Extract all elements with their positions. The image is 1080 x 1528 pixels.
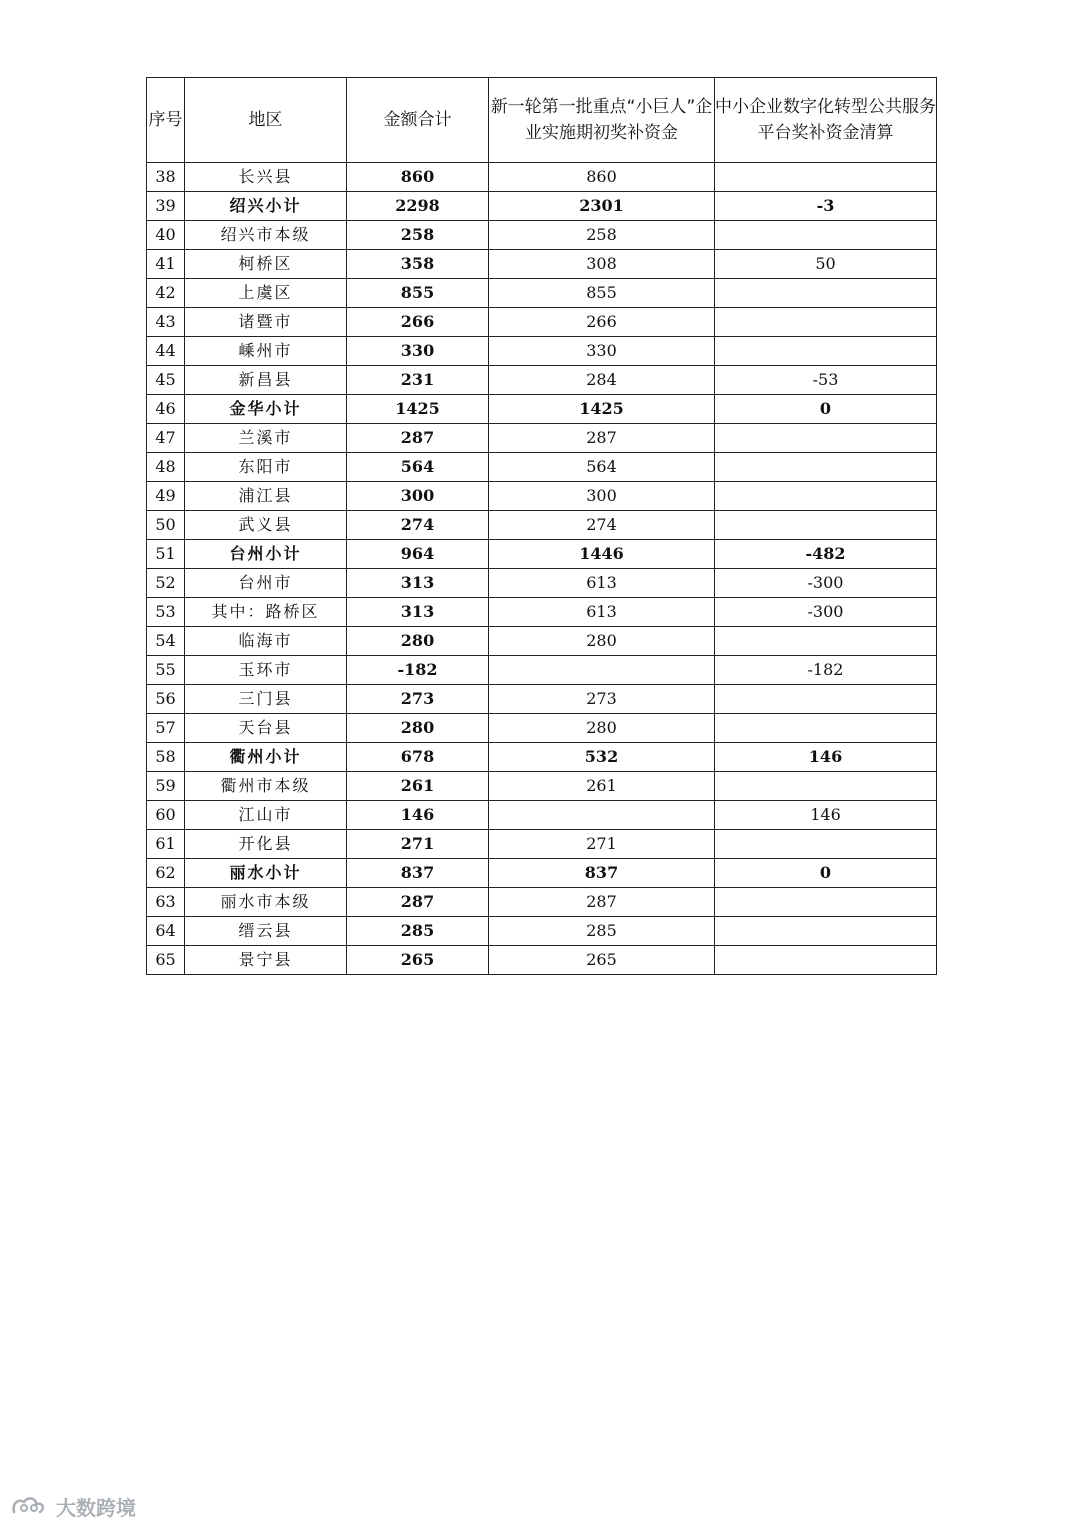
dashu-logo-icon bbox=[10, 1494, 50, 1518]
cell-little-giant-fund: 287 bbox=[489, 888, 715, 917]
cell-little-giant-fund: 280 bbox=[489, 627, 715, 656]
cell-no: 47 bbox=[147, 424, 185, 453]
table-row bbox=[147, 598, 937, 627]
subtotal-row bbox=[147, 859, 937, 888]
table-row bbox=[147, 917, 937, 946]
cell-total: 287 bbox=[347, 888, 489, 917]
subtotal-row bbox=[147, 395, 937, 424]
cell-total: 330 bbox=[347, 337, 489, 366]
cell-region: 武义县 bbox=[185, 511, 347, 540]
cell-digital-platform-fund bbox=[715, 772, 937, 801]
header-little-giant-fund: 新一轮第一批重点“小巨人”企业实施期初奖补资金 bbox=[489, 78, 715, 163]
cell-digital-platform-fund: -300 bbox=[715, 598, 937, 627]
cell-no: 46 bbox=[147, 395, 185, 424]
table-row bbox=[147, 424, 937, 453]
cell-total: 231 bbox=[347, 366, 489, 395]
cell-digital-platform-fund bbox=[715, 888, 937, 917]
header-row bbox=[147, 78, 937, 163]
cell-digital-platform-fund bbox=[715, 511, 937, 540]
cell-total: 287 bbox=[347, 424, 489, 453]
cell-region: 丽水市本级 bbox=[185, 888, 347, 917]
table-row bbox=[147, 627, 937, 656]
cell-little-giant-fund: 271 bbox=[489, 830, 715, 859]
watermark-text: 大数跨境 bbox=[56, 1495, 136, 1520]
table-row bbox=[147, 482, 937, 511]
cell-little-giant-fund: 330 bbox=[489, 337, 715, 366]
cell-region: 临海市 bbox=[185, 627, 347, 656]
cell-little-giant-fund: 258 bbox=[489, 221, 715, 250]
cell-little-giant-fund: 266 bbox=[489, 308, 715, 337]
cell-digital-platform-fund bbox=[715, 453, 937, 482]
table-row bbox=[147, 250, 937, 279]
cell-no: 50 bbox=[147, 511, 185, 540]
table-row bbox=[147, 830, 937, 859]
cell-total: 313 bbox=[347, 598, 489, 627]
cell-no: 61 bbox=[147, 830, 185, 859]
cell-region: 三门县 bbox=[185, 685, 347, 714]
cell-digital-platform-fund bbox=[715, 627, 937, 656]
table-row bbox=[147, 337, 937, 366]
cell-no: 62 bbox=[147, 859, 185, 888]
cell-no: 59 bbox=[147, 772, 185, 801]
cell-region: 衢州市本级 bbox=[185, 772, 347, 801]
cell-no: 60 bbox=[147, 801, 185, 830]
table-row bbox=[147, 453, 937, 482]
cell-little-giant-fund: 613 bbox=[489, 569, 715, 598]
cell-little-giant-fund: 300 bbox=[489, 482, 715, 511]
cell-little-giant-fund: 273 bbox=[489, 685, 715, 714]
cell-no: 39 bbox=[147, 192, 185, 221]
cell-digital-platform-fund bbox=[715, 685, 937, 714]
cell-no: 43 bbox=[147, 308, 185, 337]
cell-total: 280 bbox=[347, 714, 489, 743]
cell-total: 271 bbox=[347, 830, 489, 859]
subtotal-row bbox=[147, 192, 937, 221]
cell-no: 64 bbox=[147, 917, 185, 946]
subtotal-row bbox=[147, 743, 937, 772]
cell-region: 景宁县 bbox=[185, 946, 347, 975]
cell-region: 缙云县 bbox=[185, 917, 347, 946]
cell-region: 玉环市 bbox=[185, 656, 347, 685]
cell-total: 265 bbox=[347, 946, 489, 975]
cell-no: 51 bbox=[147, 540, 185, 569]
table-row bbox=[147, 888, 937, 917]
table-row bbox=[147, 685, 937, 714]
cell-no: 53 bbox=[147, 598, 185, 627]
cell-total: 358 bbox=[347, 250, 489, 279]
table-row bbox=[147, 308, 937, 337]
cell-total: 678 bbox=[347, 743, 489, 772]
cell-digital-platform-fund bbox=[715, 946, 937, 975]
cell-total: 285 bbox=[347, 917, 489, 946]
header-no: 序号 bbox=[147, 78, 185, 163]
cell-region: 开化县 bbox=[185, 830, 347, 859]
cell-little-giant-fund: 284 bbox=[489, 366, 715, 395]
cell-region: 兰溪市 bbox=[185, 424, 347, 453]
cell-digital-platform-fund bbox=[715, 830, 937, 859]
table-row bbox=[147, 279, 937, 308]
cell-little-giant-fund: 265 bbox=[489, 946, 715, 975]
cell-total: 280 bbox=[347, 627, 489, 656]
cell-total: 855 bbox=[347, 279, 489, 308]
cell-digital-platform-fund bbox=[715, 279, 937, 308]
table-body bbox=[147, 163, 937, 975]
table-row bbox=[147, 366, 937, 395]
cell-region: 嵊州市 bbox=[185, 337, 347, 366]
table-row bbox=[147, 772, 937, 801]
header-region: 地区 bbox=[185, 78, 347, 163]
cell-digital-platform-fund bbox=[715, 482, 937, 511]
header-total: 金额合计 bbox=[347, 78, 489, 163]
cell-region: 衢州小计 bbox=[185, 743, 347, 772]
cell-little-giant-fund: 860 bbox=[489, 163, 715, 192]
cell-digital-platform-fund: 0 bbox=[715, 395, 937, 424]
cell-region: 江山市 bbox=[185, 801, 347, 830]
cell-little-giant-fund: 564 bbox=[489, 453, 715, 482]
cell-total: 274 bbox=[347, 511, 489, 540]
table-row bbox=[147, 511, 937, 540]
cell-region: 天台县 bbox=[185, 714, 347, 743]
subtotal-row bbox=[147, 540, 937, 569]
cell-total: 266 bbox=[347, 308, 489, 337]
cell-no: 48 bbox=[147, 453, 185, 482]
cell-region: 绍兴小计 bbox=[185, 192, 347, 221]
cell-no: 52 bbox=[147, 569, 185, 598]
cell-total: 837 bbox=[347, 859, 489, 888]
cell-digital-platform-fund: -3 bbox=[715, 192, 937, 221]
cell-digital-platform-fund bbox=[715, 917, 937, 946]
cell-little-giant-fund: 532 bbox=[489, 743, 715, 772]
cell-region: 绍兴市本级 bbox=[185, 221, 347, 250]
table-row bbox=[147, 801, 937, 830]
allocation-table bbox=[146, 77, 937, 975]
table-row bbox=[147, 221, 937, 250]
cell-little-giant-fund: 285 bbox=[489, 917, 715, 946]
cell-digital-platform-fund: -482 bbox=[715, 540, 937, 569]
cell-little-giant-fund: 855 bbox=[489, 279, 715, 308]
cell-little-giant-fund bbox=[489, 656, 715, 685]
cell-region: 台州市 bbox=[185, 569, 347, 598]
cell-digital-platform-fund: 146 bbox=[715, 801, 937, 830]
cell-digital-platform-fund: -300 bbox=[715, 569, 937, 598]
cell-region: 上虞区 bbox=[185, 279, 347, 308]
cell-digital-platform-fund bbox=[715, 337, 937, 366]
cell-total: 313 bbox=[347, 569, 489, 598]
cell-no: 57 bbox=[147, 714, 185, 743]
cell-digital-platform-fund bbox=[715, 308, 937, 337]
cell-digital-platform-fund: -182 bbox=[715, 656, 937, 685]
cell-digital-platform-fund: 146 bbox=[715, 743, 937, 772]
cell-little-giant-fund: 2301 bbox=[489, 192, 715, 221]
cell-no: 54 bbox=[147, 627, 185, 656]
cell-total: -182 bbox=[347, 656, 489, 685]
cell-no: 41 bbox=[147, 250, 185, 279]
cell-total: 2298 bbox=[347, 192, 489, 221]
cell-little-giant-fund: 1425 bbox=[489, 395, 715, 424]
cell-digital-platform-fund: 50 bbox=[715, 250, 937, 279]
table-row bbox=[147, 946, 937, 975]
cell-digital-platform-fund bbox=[715, 424, 937, 453]
cell-no: 45 bbox=[147, 366, 185, 395]
cell-region: 丽水小计 bbox=[185, 859, 347, 888]
cell-little-giant-fund: 1446 bbox=[489, 540, 715, 569]
cell-region: 柯桥区 bbox=[185, 250, 347, 279]
cell-digital-platform-fund: -53 bbox=[715, 366, 937, 395]
cell-no: 42 bbox=[147, 279, 185, 308]
cell-little-giant-fund: 837 bbox=[489, 859, 715, 888]
cell-region: 长兴县 bbox=[185, 163, 347, 192]
cell-total: 1425 bbox=[347, 395, 489, 424]
watermark bbox=[10, 1490, 136, 1522]
cell-total: 564 bbox=[347, 453, 489, 482]
cell-no: 40 bbox=[147, 221, 185, 250]
cell-region: 金华小计 bbox=[185, 395, 347, 424]
cell-digital-platform-fund bbox=[715, 163, 937, 192]
cell-no: 49 bbox=[147, 482, 185, 511]
cell-total: 300 bbox=[347, 482, 489, 511]
cell-little-giant-fund: 261 bbox=[489, 772, 715, 801]
cell-no: 44 bbox=[147, 337, 185, 366]
cell-digital-platform-fund: 0 bbox=[715, 859, 937, 888]
cell-digital-platform-fund bbox=[715, 221, 937, 250]
cell-digital-platform-fund bbox=[715, 714, 937, 743]
cell-no: 55 bbox=[147, 656, 185, 685]
cell-little-giant-fund: 287 bbox=[489, 424, 715, 453]
cell-region: 东阳市 bbox=[185, 453, 347, 482]
cell-region: 新昌县 bbox=[185, 366, 347, 395]
table-row bbox=[147, 656, 937, 685]
cell-total: 860 bbox=[347, 163, 489, 192]
cell-total: 146 bbox=[347, 801, 489, 830]
cell-little-giant-fund: 280 bbox=[489, 714, 715, 743]
cell-total: 964 bbox=[347, 540, 489, 569]
cell-region: 诸暨市 bbox=[185, 308, 347, 337]
cell-no: 38 bbox=[147, 163, 185, 192]
header-digital-platform-fund: 中小企业数字化转型公共服务平台奖补资金清算 bbox=[715, 78, 937, 163]
cell-no: 65 bbox=[147, 946, 185, 975]
table-row bbox=[147, 569, 937, 598]
cell-region: 其中：路桥区 bbox=[185, 598, 347, 627]
cell-region: 台州小计 bbox=[185, 540, 347, 569]
cell-region: 浦江县 bbox=[185, 482, 347, 511]
cell-no: 63 bbox=[147, 888, 185, 917]
cell-little-giant-fund: 308 bbox=[489, 250, 715, 279]
cell-little-giant-fund: 274 bbox=[489, 511, 715, 540]
table-row bbox=[147, 163, 937, 192]
cell-no: 58 bbox=[147, 743, 185, 772]
cell-little-giant-fund: 613 bbox=[489, 598, 715, 627]
cell-little-giant-fund bbox=[489, 801, 715, 830]
cell-no: 56 bbox=[147, 685, 185, 714]
cell-total: 273 bbox=[347, 685, 489, 714]
cell-total: 261 bbox=[347, 772, 489, 801]
table-row bbox=[147, 714, 937, 743]
cell-total: 258 bbox=[347, 221, 489, 250]
